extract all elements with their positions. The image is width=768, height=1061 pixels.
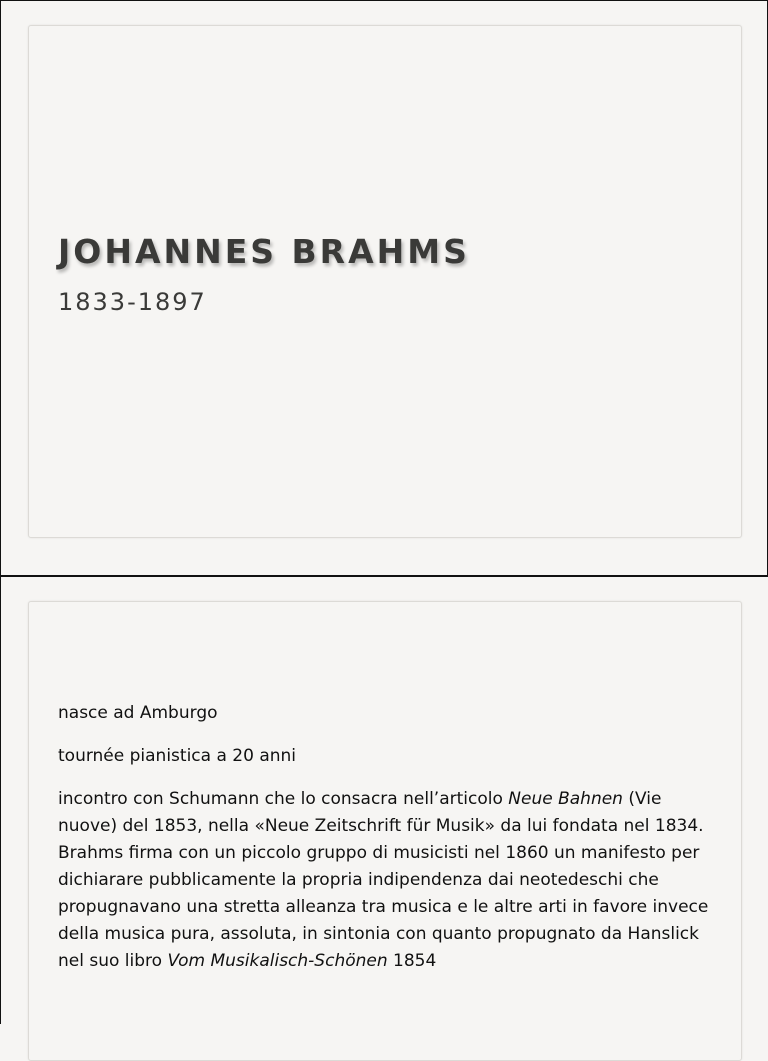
composer-life-dates: 1833-1897 [58, 288, 207, 316]
article-title-neue-bahnen: Neue Bahnen [508, 789, 623, 809]
bio-item-tour: tournée pianistica a 20 anni [58, 746, 297, 766]
bio-item-birth: nasce ad Amburgo [58, 703, 218, 723]
biography-content [58, 700, 718, 991]
book-title-vom-musikalisch-schonen: Vom Musikalisch-Schönen [167, 951, 388, 971]
bio-paragraph-text-1: incontro con Schumann che lo consacra nell’articolo [58, 789, 509, 809]
bio-paragraph-text-3: 1854 [387, 951, 437, 971]
title-card [28, 25, 742, 538]
biography-slide [0, 576, 768, 1024]
bio-paragraph-text-2: (Vie nuove) del 1853, nella «Neue Zeitschrift für Musik» da lui fondata nel 1834. Brahms firma con un piccolo gruppo di musicisti nel 1860 un manifesto per dichiarare pubblicamente la propria indipendenza dai neotedeschi che propugnavano una stretta alleanza tra musica e le altre arti in favore invece della musica pura, assoluta, in sintonia con quanto propugnato da Hanslick nel suo libro [58, 789, 709, 971]
composer-name-title: JOHANNES BRAHMS [58, 232, 470, 271]
biography-card [28, 601, 742, 1061]
bio-paragraph-schumann [58, 786, 718, 975]
